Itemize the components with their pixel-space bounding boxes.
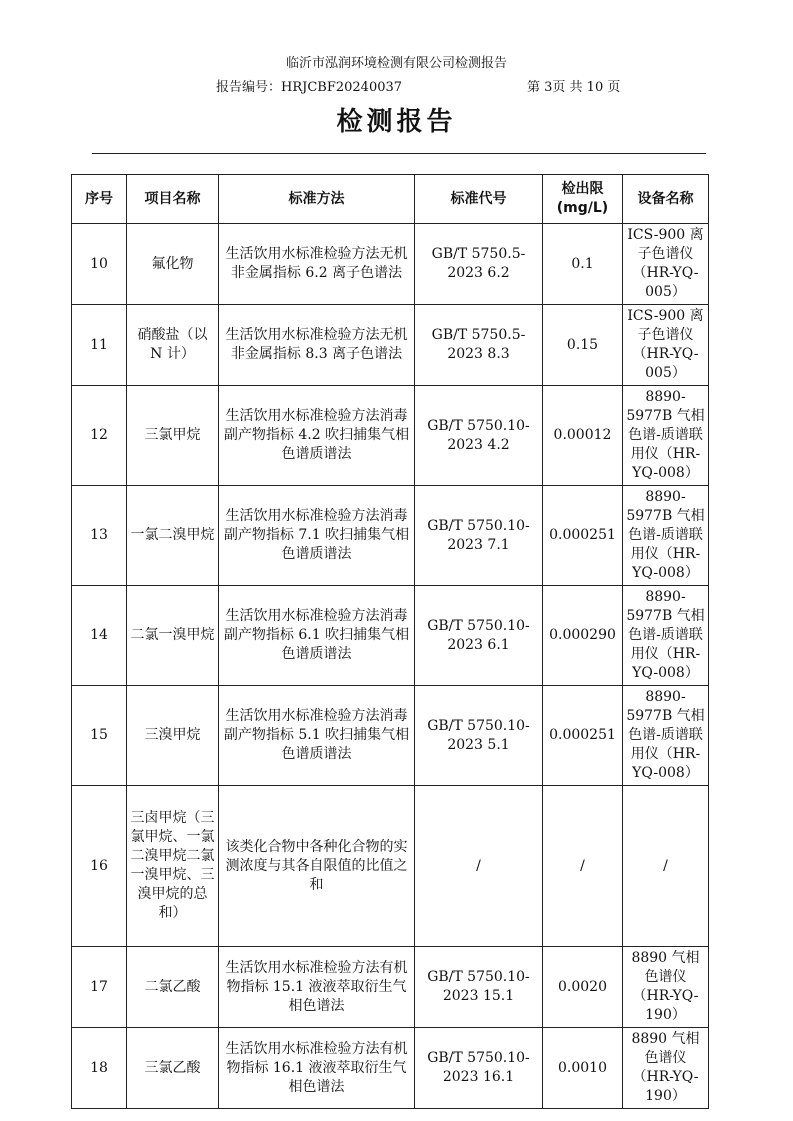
cell-limit: 0.000251	[543, 686, 623, 786]
report-number: 报告编号：HRJCBF20240037	[216, 80, 403, 95]
cell-equipment: ICS-900 离子色谱仪（HR-YQ-005）	[623, 305, 709, 386]
cell-equipment: 8890-5977B 气相色谱-质谱联用仪（HR-YQ-008）	[623, 586, 709, 686]
cell-item: 二氯一溴甲烷	[127, 586, 219, 686]
cell-item: 硝酸盐（以 N 计）	[127, 305, 219, 386]
cell-equipment: 8890-5977B 气相色谱-质谱联用仪（HR-YQ-008）	[623, 686, 709, 786]
cell-seq: 16	[72, 786, 127, 947]
cell-seq: 18	[72, 1028, 127, 1109]
cell-seq: 15	[72, 686, 127, 786]
cell-equipment: 8890-5977B 气相色谱-质谱联用仪（HR-YQ-008）	[623, 486, 709, 586]
cell-seq: 10	[72, 224, 127, 305]
cell-method: 生活饮用水标准检验方法消毒副产物指标 7.1 吹扫捕集气相色谱质谱法	[219, 486, 415, 586]
header-seq: 序号	[72, 175, 127, 224]
cell-method: 生活饮用水标准检验方法有机物指标 16.1 液液萃取衍生气相色谱法	[219, 1028, 415, 1109]
cell-equipment: 8890-5977B 气相色谱-质谱联用仪（HR-YQ-008）	[623, 386, 709, 486]
cell-limit: 0.0020	[543, 947, 623, 1028]
table-header-row	[72, 175, 709, 224]
header-code: 标准代号	[415, 175, 543, 224]
cell-limit: 0.0010	[543, 1028, 623, 1109]
cell-seq: 14	[72, 586, 127, 686]
cell-item: 三氯乙酸	[127, 1028, 219, 1109]
cell-code: GB/T 5750.10-2023 16.1	[415, 1028, 543, 1109]
table-row	[72, 786, 709, 947]
header-equipment: 设备名称	[623, 175, 709, 224]
table-row	[72, 386, 709, 486]
page-number: 第 3页 共 10 页	[527, 80, 621, 95]
cell-equipment: 8890 气相色谱仪（HR-YQ-190）	[623, 947, 709, 1028]
table-row	[72, 486, 709, 586]
title-divider	[92, 153, 706, 154]
cell-method: 生活饮用水标准检验方法有机物指标 15.1 液液萃取衍生气相色谱法	[219, 947, 415, 1028]
company-report-header: 临沂市泓润环境检测有限公司检测报告	[285, 56, 507, 71]
cell-code: GB/T 5750.10-2023 15.1	[415, 947, 543, 1028]
cell-code: GB/T 5750.5-2023 6.2	[415, 224, 543, 305]
cell-method: 生活饮用水标准检验方法消毒副产物指标 6.1 吹扫捕集气相色谱质谱法	[219, 586, 415, 686]
header-item: 项目名称	[127, 175, 219, 224]
cell-code: GB/T 5750.10-2023 7.1	[415, 486, 543, 586]
cell-limit: 0.000290	[543, 586, 623, 686]
cell-limit: 0.00012	[543, 386, 623, 486]
cell-item: 氟化物	[127, 224, 219, 305]
cell-code: GB/T 5750.10-2023 4.2	[415, 386, 543, 486]
page-title: 检测报告	[336, 107, 457, 137]
cell-limit: 0.1	[543, 224, 623, 305]
cell-seq: 11	[72, 305, 127, 386]
cell-method: 生活饮用水标准检验方法消毒副产物指标 4.2 吹扫捕集气相色谱质谱法	[219, 386, 415, 486]
cell-item: 二氯乙酸	[127, 947, 219, 1028]
cell-equipment: 8890 气相色谱仪（HR-YQ-190）	[623, 1028, 709, 1109]
table-row	[72, 686, 709, 786]
table-row	[72, 947, 709, 1028]
table-row	[72, 224, 709, 305]
cell-seq: 12	[72, 386, 127, 486]
cell-limit: 0.000251	[543, 486, 623, 586]
cell-item: 三卤甲烷（三氯甲烷、一氯二溴甲烷二氯一溴甲烷、三溴甲烷的总和）	[127, 786, 219, 947]
cell-method: 生活饮用水标准检验方法消毒副产物指标 5.1 吹扫捕集气相色谱质谱法	[219, 686, 415, 786]
cell-limit: 0.15	[543, 305, 623, 386]
cell-equipment: /	[623, 786, 709, 947]
cell-limit: /	[543, 786, 623, 947]
cell-item: 三溴甲烷	[127, 686, 219, 786]
cell-code: /	[415, 786, 543, 947]
table-row	[72, 586, 709, 686]
cell-item: 一氯二溴甲烷	[127, 486, 219, 586]
cell-seq: 13	[72, 486, 127, 586]
cell-code: GB/T 5750.10-2023 6.1	[415, 586, 543, 686]
cell-code: GB/T 5750.10-2023 5.1	[415, 686, 543, 786]
cell-code: GB/T 5750.5-2023 8.3	[415, 305, 543, 386]
cell-item: 三氯甲烷	[127, 386, 219, 486]
cell-method: 生活饮用水标准检验方法无机非金属指标 6.2 离子色谱法	[219, 224, 415, 305]
header-method: 标准方法	[219, 175, 415, 224]
test-methods-table	[71, 174, 709, 1109]
cell-seq: 17	[72, 947, 127, 1028]
cell-method: 该类化合物中各种化合物的实测浓度与其各自限值的比值之和	[219, 786, 415, 947]
table-row	[72, 305, 709, 386]
table-row	[72, 1028, 709, 1109]
cell-equipment: ICS-900 离子色谱仪（HR-YQ-005）	[623, 224, 709, 305]
cell-method: 生活饮用水标准检验方法无机非金属指标 8.3 离子色谱法	[219, 305, 415, 386]
header-limit: 检出限 (mg/L)	[543, 175, 623, 224]
